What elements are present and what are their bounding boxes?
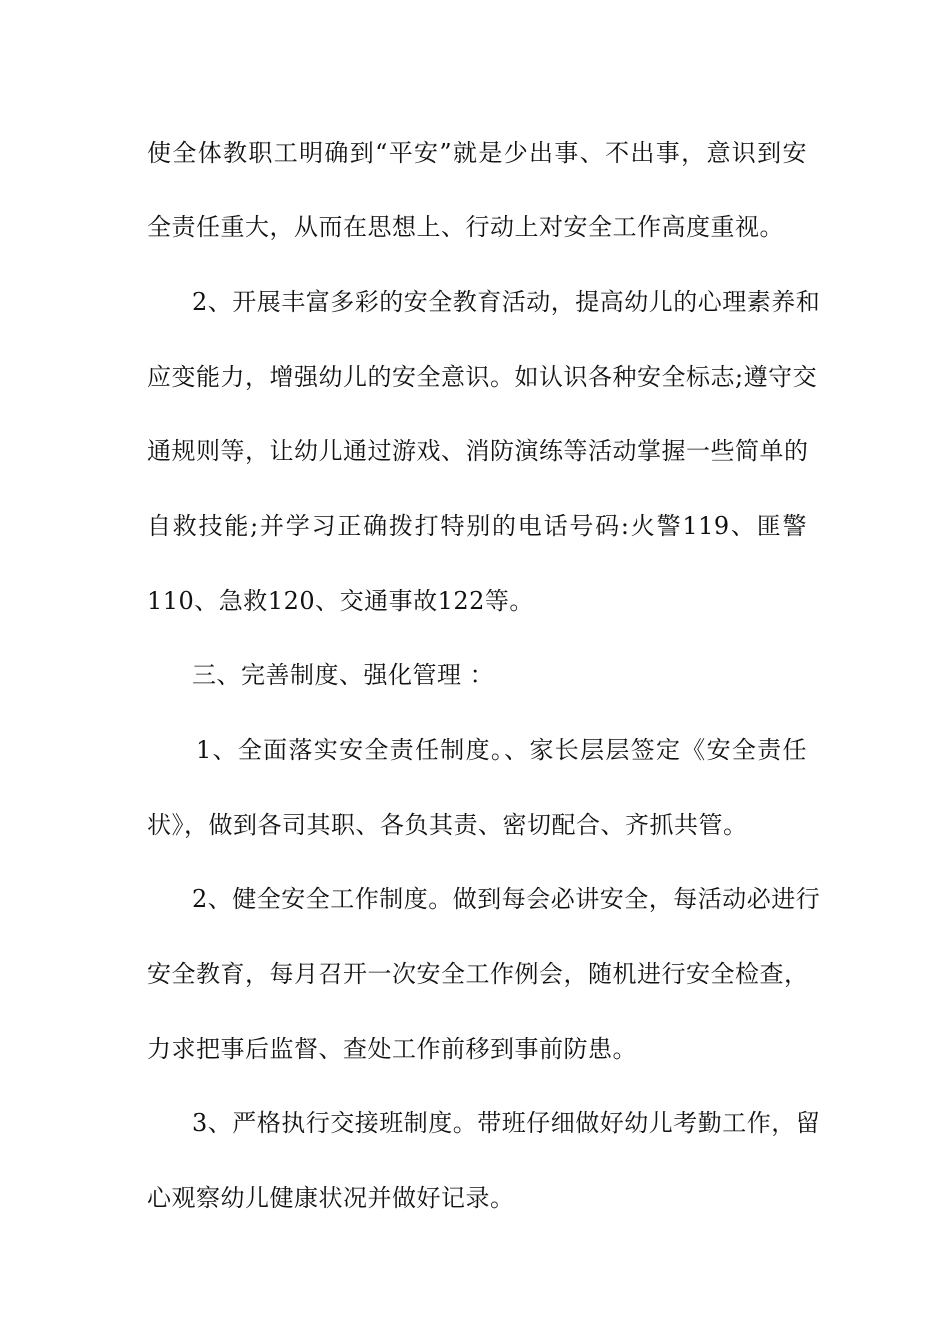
paragraph-line: 状》，做到各司其职、各负其责、密切配合、齐抓共管。 [147, 811, 748, 839]
paragraph-line: 应变能力，增强幼儿的安全意识。如认识各种安全标志;遵守交 [147, 363, 818, 391]
section-heading: 三、完善制度、强化管理 ： [192, 661, 495, 689]
paragraph-line: 110、急救120、交通事故122等。 [147, 587, 534, 615]
paragraph-line: 2、健全安全工作制度。做到每会必讲安全，每活动必进行 [192, 885, 821, 913]
paragraph-line: 力求把事后监督、查处工作前移到事前防患。 [147, 1035, 637, 1063]
paragraph-line: 安全教育，每月召开一次安全工作例会，随机进行安全检查， [147, 960, 809, 988]
paragraph-line: 2、开展丰富多彩的安全教育活动，提高幼儿的心理素养和 [192, 288, 821, 316]
paragraph-line: 1、全面落实安全责任制度。、家长层层签定《安全责任 [196, 736, 807, 764]
paragraph-line: 通规则等，让幼儿通过游戏、消防演练等活动掌握一些简单的 [147, 437, 809, 465]
paragraph-line: 心观察幼儿健康状况并做好记录。 [147, 1184, 515, 1212]
paragraph-line: 自救技能;并学习正确拨打特别的电话号码:火警119、匪警 [147, 512, 807, 540]
paragraph-line: 全责任重大，从而在思想上、行动上对安全工作高度重视。 [147, 213, 784, 241]
paragraph-line: 使全体教职工明确到“平安”就是少出事、不出事，意识到安 [147, 139, 807, 167]
paragraph-line: 3、严格执行交接班制度。带班仔细做好幼儿考勤工作，留 [192, 1109, 821, 1137]
